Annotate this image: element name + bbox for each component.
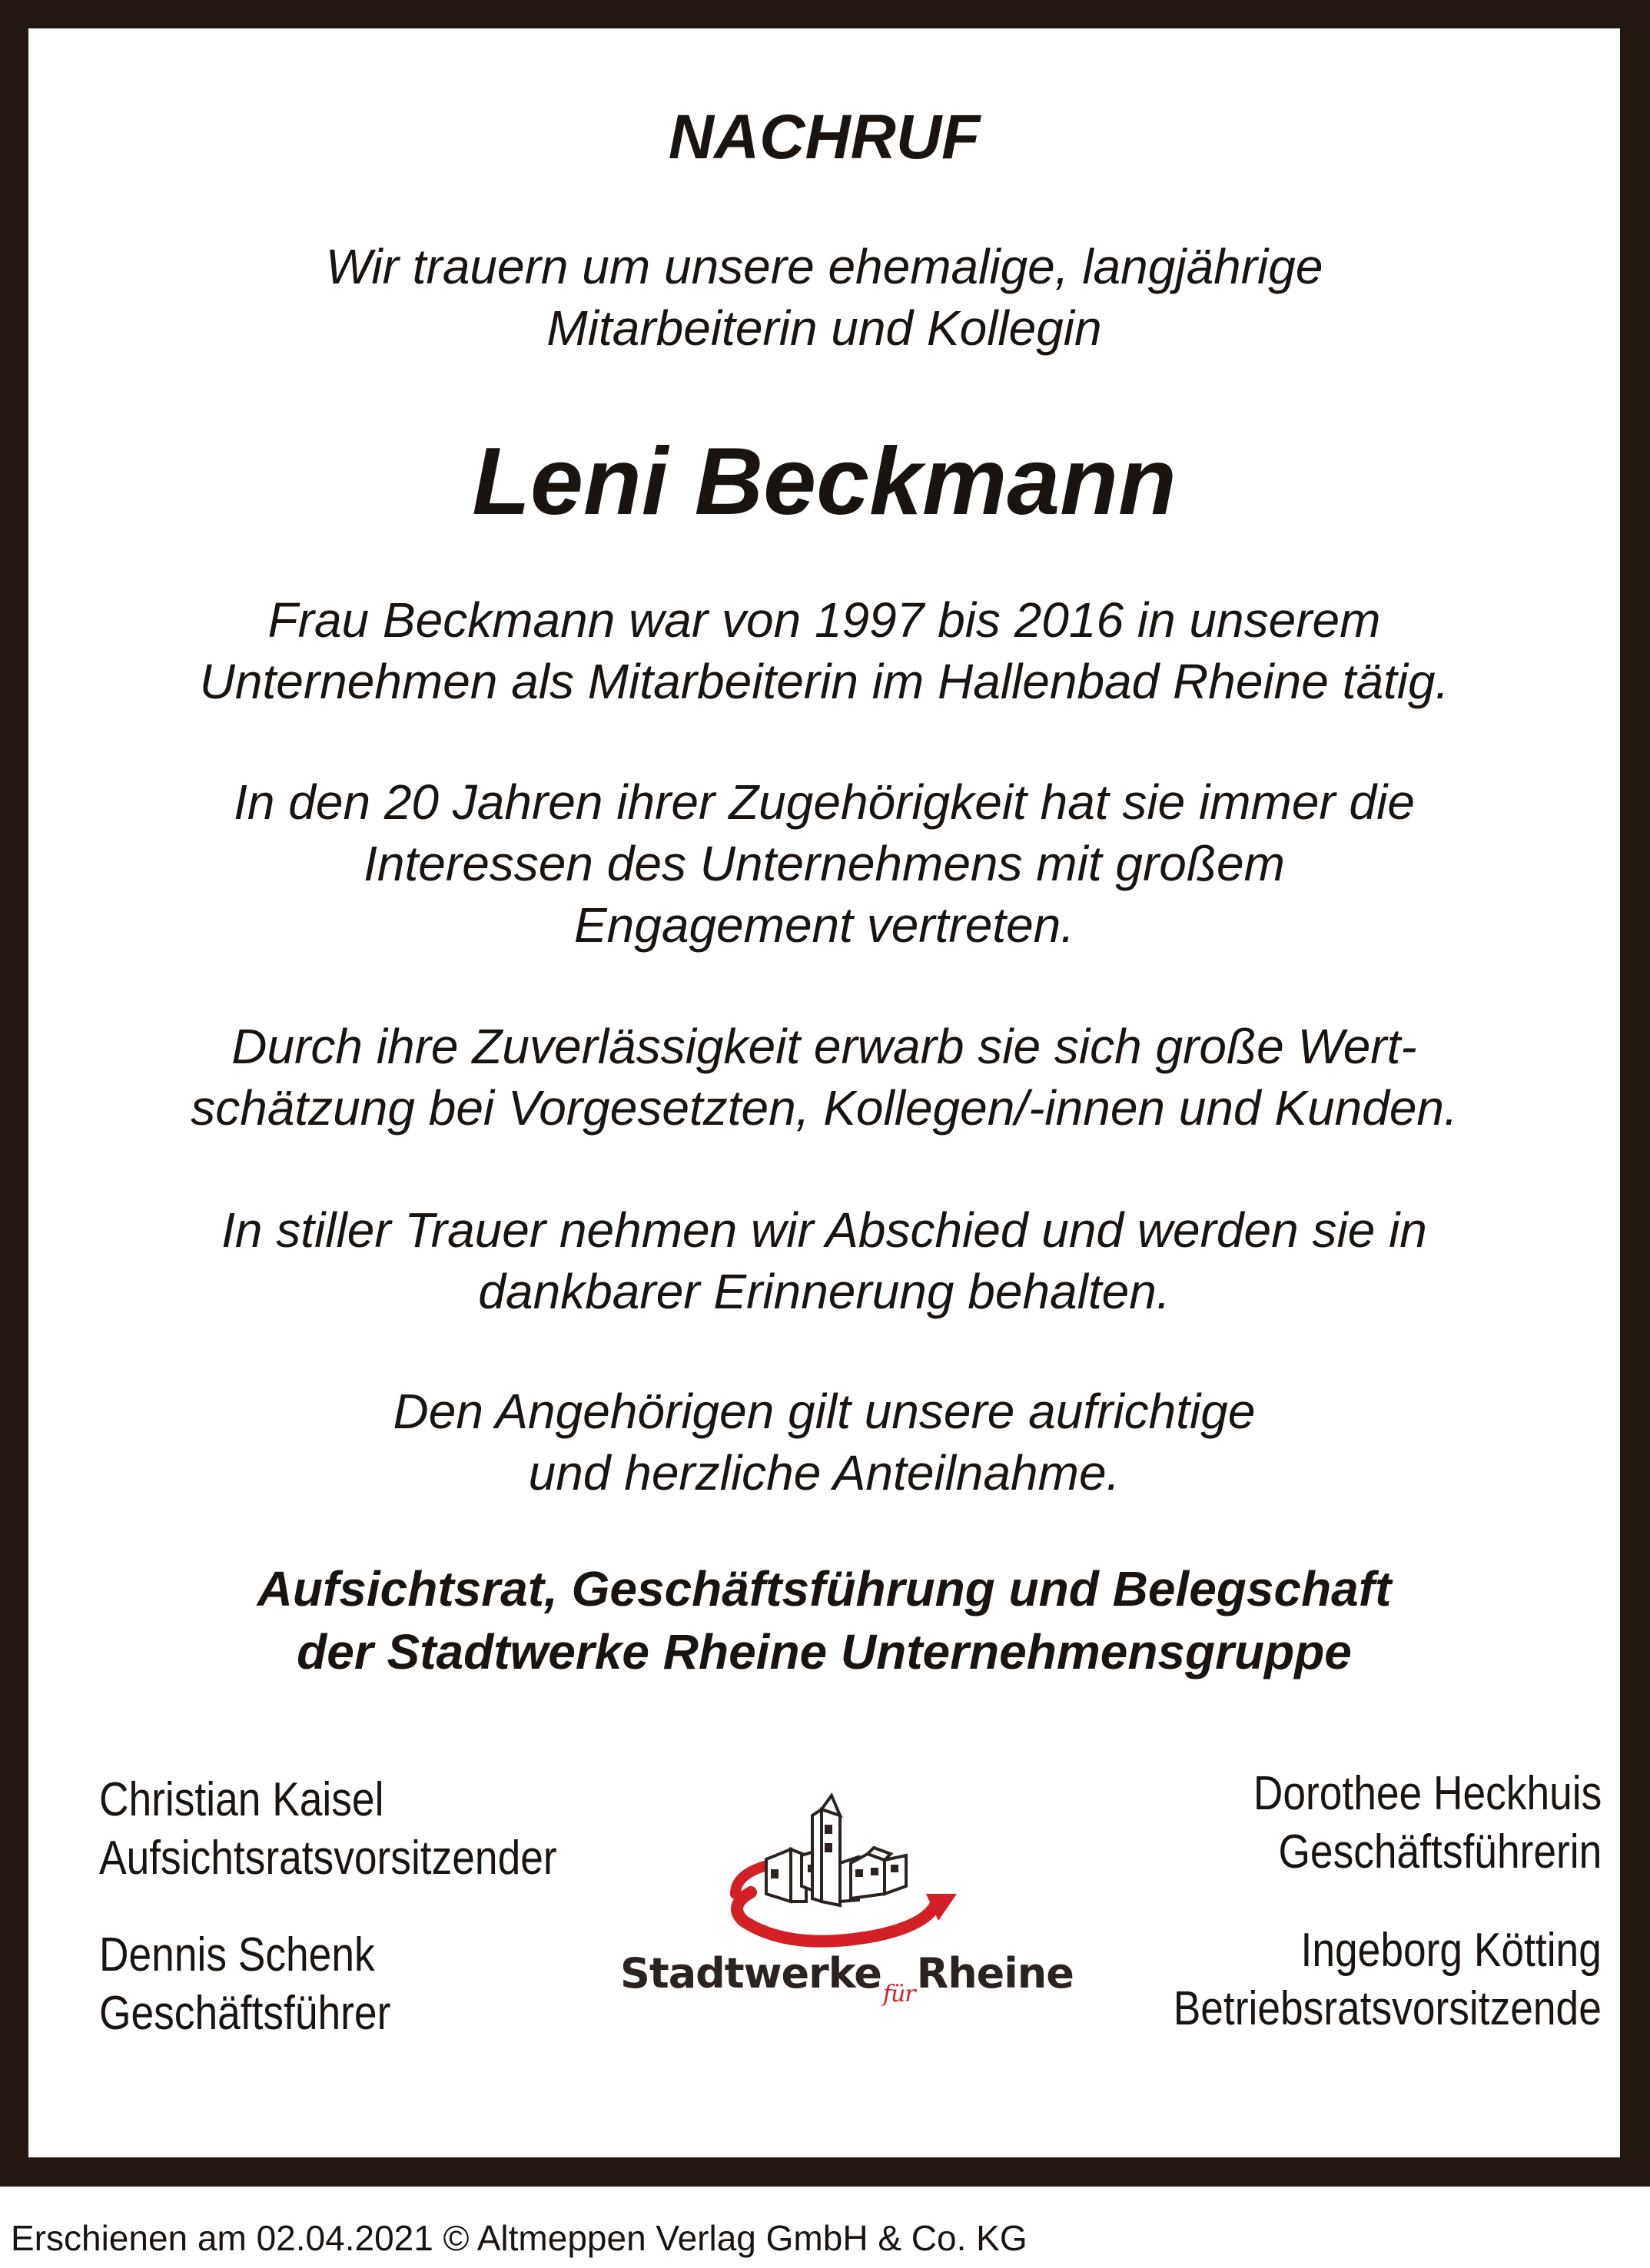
intro-line: Wir trauern um unsere ehemalige, langjährige xyxy=(325,239,1323,294)
stadtwerke-logo xyxy=(620,1779,1074,2009)
intro-text xyxy=(28,236,1620,359)
paragraph-line: Den Angehörigen gilt unsere aufrichtige xyxy=(393,1384,1256,1439)
signatory-name: Dorothee Heckhuis xyxy=(1253,1767,1602,1820)
signatory-chair xyxy=(99,1771,557,1888)
organization-line: Aufsichtsrat, Geschäftsführung und Belegschaft xyxy=(257,1561,1392,1616)
signatory-managing-director-female xyxy=(1253,1765,1602,1882)
paragraph-employment xyxy=(28,589,1620,712)
publication-footer: Erschienen am 02.04.2021 © Altmeppen Verlag GmbH & Co. KG xyxy=(11,2218,1028,2258)
paragraph-line: dankbarer Erinnerung behalten. xyxy=(478,1264,1170,1319)
logo-word-stadtwerke: Stadtwerke xyxy=(620,1949,881,1998)
signatory-role: Geschäftsführer xyxy=(99,1987,391,2040)
paragraph-line: schätzung bei Vorgesetzten, Kollegen/-innen und Kunden. xyxy=(191,1080,1458,1136)
logo-word-fur: für xyxy=(882,1981,915,2008)
signatory-role: Aufsichtsratsvorsitzender xyxy=(99,1832,557,1885)
paragraph-line: Durch ihre Zuverlässigkeit erwarb sie sich große Wert- xyxy=(231,1019,1417,1074)
paragraph-line: Engagement vertreten. xyxy=(573,897,1075,953)
paragraph-appreciation xyxy=(28,1016,1620,1139)
paragraph-line: und herzliche Anteilnahme. xyxy=(528,1445,1120,1500)
logo-wordmark xyxy=(620,1949,1074,2008)
signatory-name: Ingeborg Kötting xyxy=(1300,1924,1602,1977)
organization-line: der Stadtwerke Rheine Unternehmensgruppe xyxy=(297,1624,1352,1679)
notice-heading: NACHRUF xyxy=(668,102,981,172)
deceased-name: Leni Beckmann xyxy=(472,429,1177,535)
organization-signature xyxy=(28,1557,1620,1683)
logo-word-rheine: Rheine xyxy=(916,1949,1074,1998)
signatory-role: Betriebsratsvorsitzende xyxy=(1173,1982,1602,2035)
intro-line: Mitarbeiterin und Kollegin xyxy=(546,300,1102,356)
paragraph-commitment xyxy=(28,771,1620,956)
paragraph-line: Unternehmen als Mitarbeiterin im Hallenbad Rheine tätig. xyxy=(199,654,1449,709)
signatory-name: Dennis Schenk xyxy=(99,1928,375,1981)
paragraph-line: Frau Beckmann war von 1997 bis 2016 in unserem xyxy=(267,592,1381,648)
paragraph-condolence xyxy=(28,1381,1620,1504)
notice-panel xyxy=(28,28,1620,2157)
paragraph-line: In stiller Trauer nehmen wir Abschied und werden sie in xyxy=(221,1202,1427,1258)
paragraph-line: Interessen des Unternehmens mit großem xyxy=(364,836,1285,891)
paragraph-line: In den 20 Jahren ihrer Zugehörigkeit hat sie immer die xyxy=(234,774,1415,830)
signatory-name: Christian Kaisel xyxy=(99,1773,384,1826)
signatory-works-council xyxy=(1174,1922,1602,2038)
city-buildings-arrow-icon xyxy=(620,1779,1035,1948)
signatory-managing-director xyxy=(99,1926,390,2043)
paragraph-farewell xyxy=(28,1199,1620,1322)
signatory-role: Geschäftsführerin xyxy=(1278,1825,1602,1878)
